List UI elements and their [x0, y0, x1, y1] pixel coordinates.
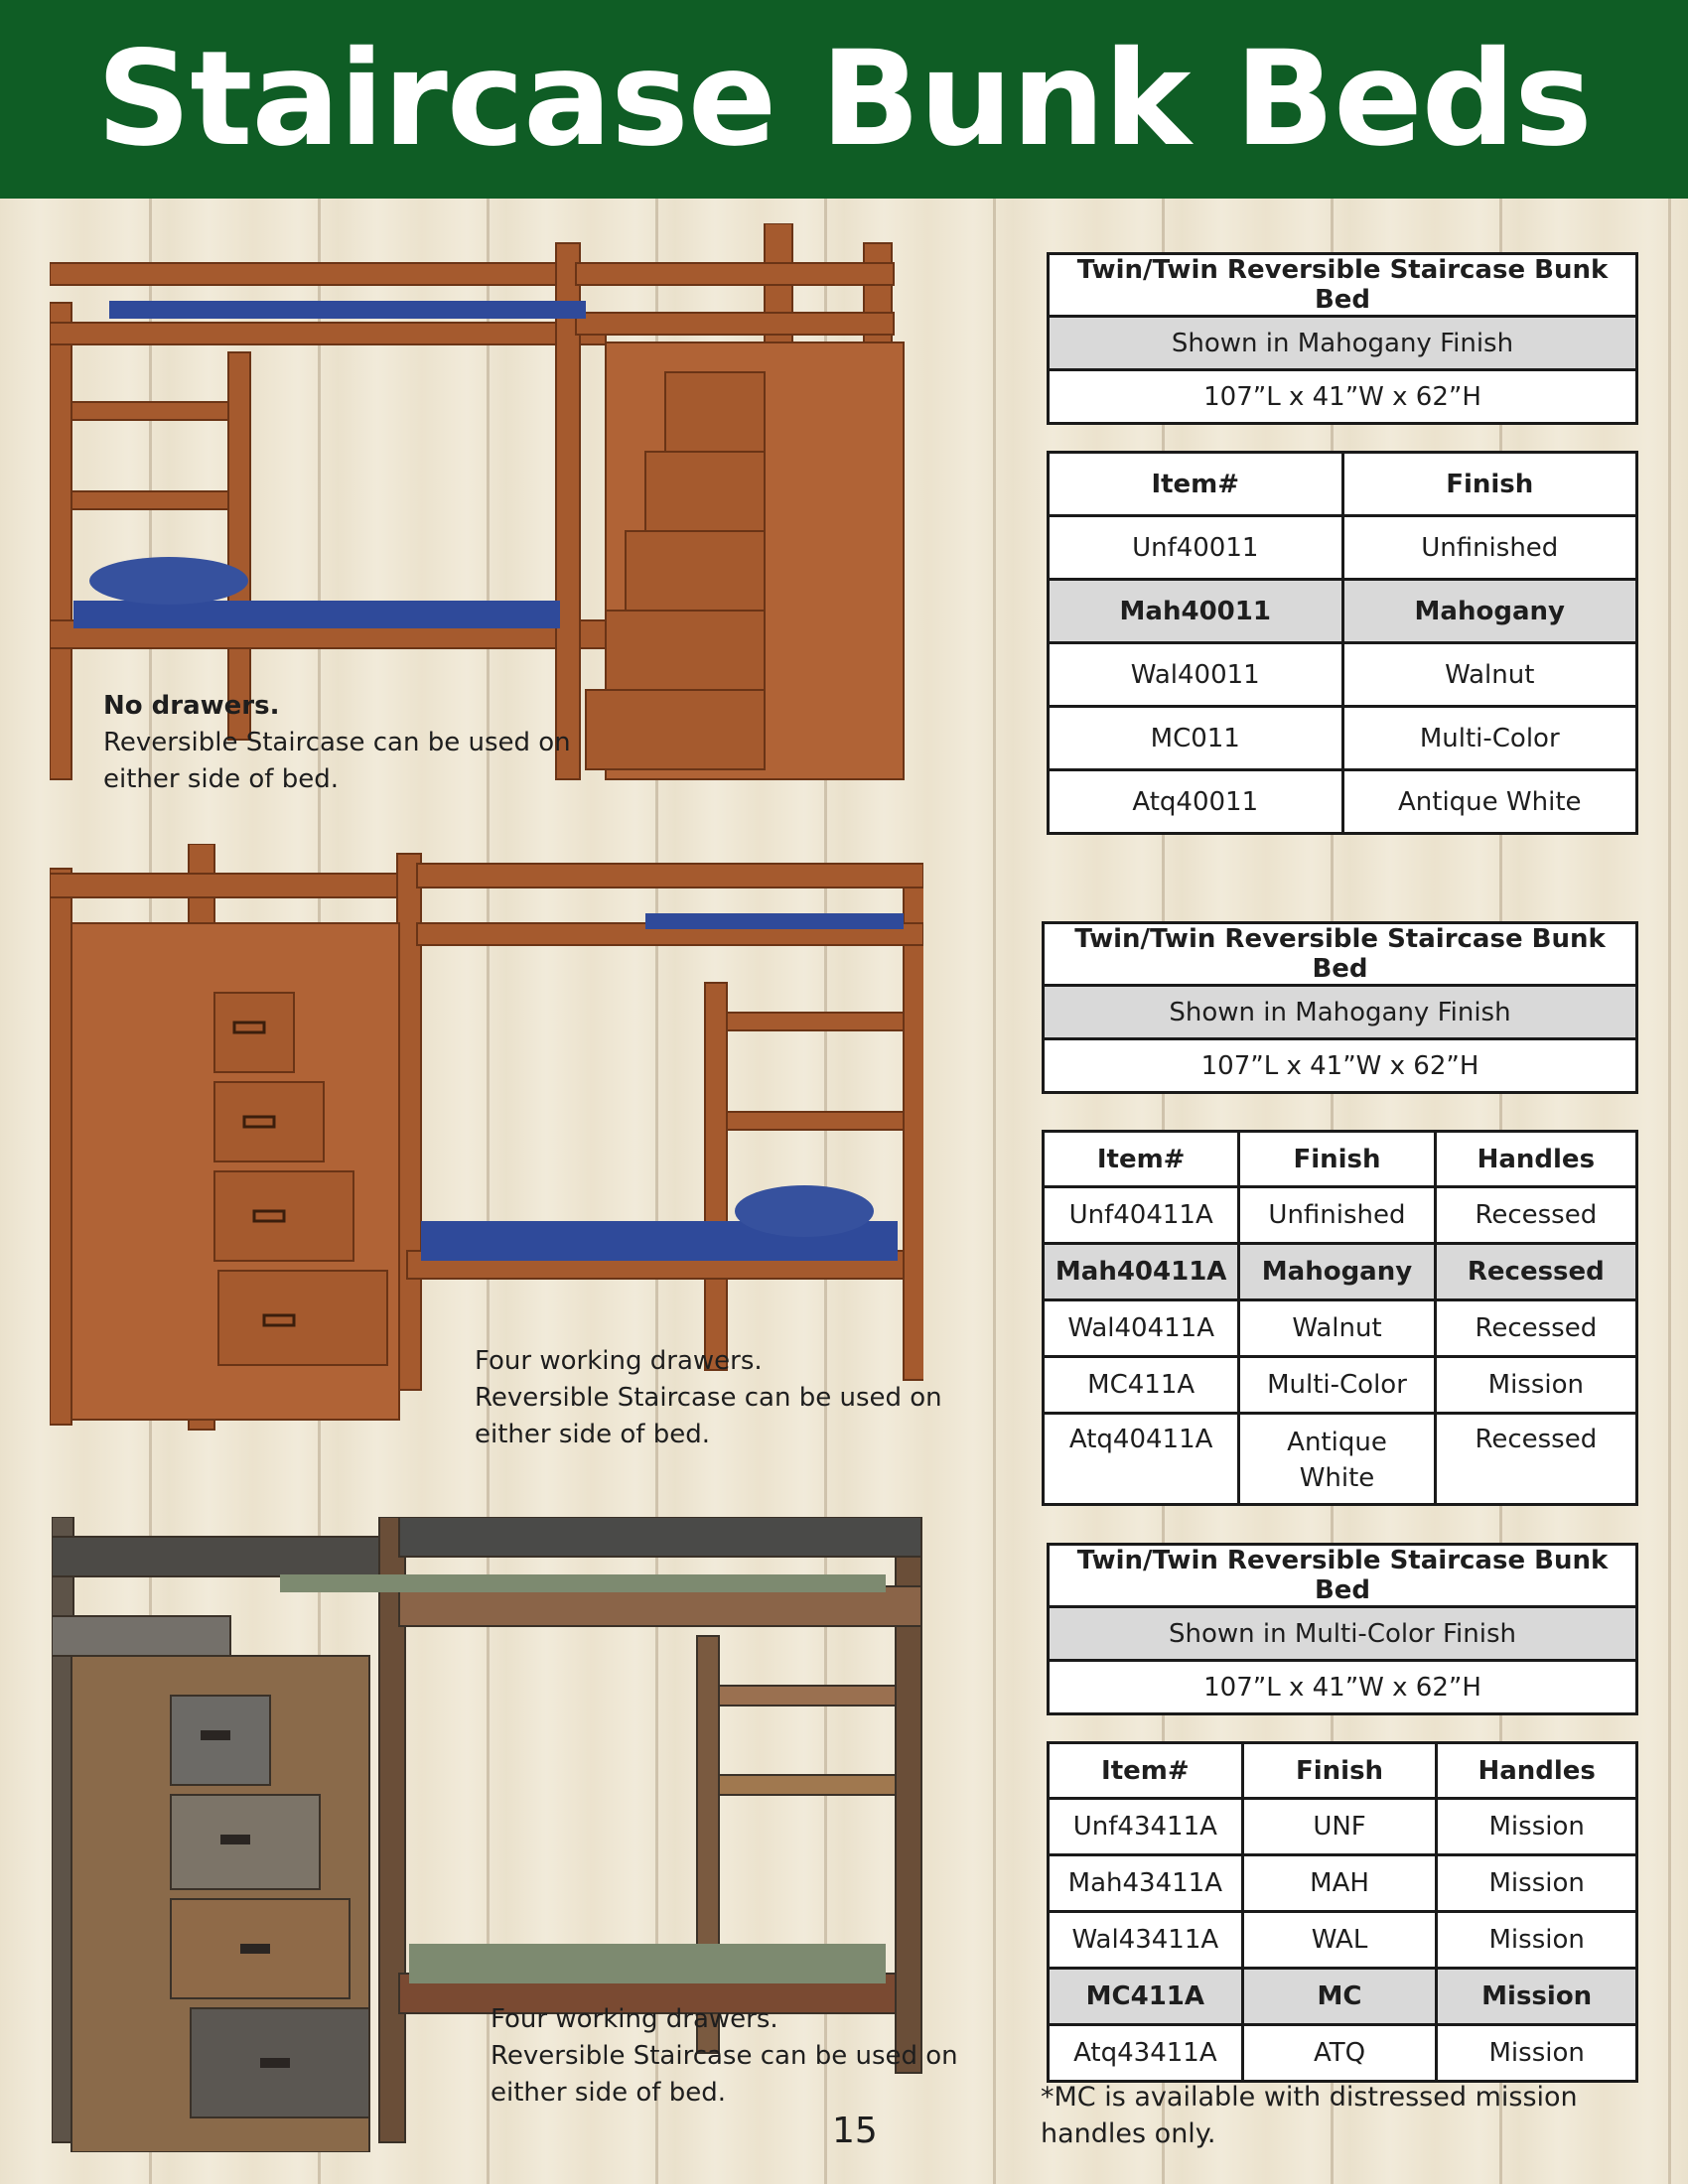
product-finish: Shown in Mahogany Finish: [1049, 317, 1637, 370]
item-number: Wal43411A: [1049, 1912, 1243, 1969]
table-row: [1049, 1855, 1637, 1912]
column-header: Handles: [1437, 1743, 1637, 1799]
caption-bold: No drawers.: [103, 691, 280, 721]
item-number: Wal40011: [1049, 643, 1343, 707]
page-title: Staircase Bunk Beds: [96, 23, 1592, 176]
item-finish: MAH: [1242, 1855, 1437, 1912]
column-header: Finish: [1242, 1743, 1437, 1799]
item-number: Atq40411A: [1044, 1414, 1239, 1505]
item-finish: Multi-Color: [1342, 707, 1637, 770]
table-row: [1044, 1414, 1637, 1505]
page-header: [0, 0, 1688, 199]
item-handles: Mission: [1437, 1855, 1637, 1912]
item-handles: Mission: [1435, 1357, 1636, 1414]
item-number: Unf40411A: [1044, 1187, 1239, 1244]
item-number: MC011: [1049, 707, 1343, 770]
product-caption-2: [475, 1343, 942, 1453]
item-finish: ATQ: [1242, 2025, 1437, 2082]
caption-line: either side of bed.: [491, 2078, 726, 2108]
column-header: Item#: [1044, 1132, 1239, 1187]
product-caption-1: [103, 688, 571, 798]
table-row: [1049, 1912, 1637, 1969]
item-finish: MC: [1242, 1969, 1437, 2025]
column-header: Item#: [1049, 453, 1343, 516]
product-name: Twin/Twin Reversible Staircase Bunk Bed: [1044, 923, 1637, 986]
caption-line: Reversible Staircase can be used on: [103, 728, 571, 757]
caption-line: Reversible Staircase can be used on: [475, 1383, 942, 1413]
item-handles: Recessed: [1435, 1300, 1636, 1357]
item-finish: Unfinished: [1342, 516, 1637, 580]
table-row: [1049, 516, 1637, 580]
product-info-table-1: [1047, 252, 1638, 425]
caption-line: either side of bed.: [475, 1420, 710, 1449]
product-dimensions: 107”L x 41”W x 62”H: [1049, 1661, 1637, 1714]
item-handles: Mission: [1437, 1799, 1637, 1855]
item-number: Unf43411A: [1049, 1799, 1243, 1855]
table-row: [1049, 580, 1637, 643]
table-row: [1049, 1969, 1637, 2025]
product-finish: Shown in Mahogany Finish: [1044, 986, 1637, 1039]
column-header: Handles: [1435, 1132, 1636, 1187]
item-finish: Antique White: [1342, 770, 1637, 834]
column-header: Item#: [1049, 1743, 1243, 1799]
item-handles: Recessed: [1435, 1187, 1636, 1244]
caption-line: Reversible Staircase can be used on: [491, 2041, 958, 2071]
item-handles: Recessed: [1435, 1244, 1636, 1300]
item-handles: Mission: [1437, 2025, 1637, 2082]
product-dimensions: 107”L x 41”W x 62”H: [1049, 370, 1637, 424]
product-finish: Shown in Multi-Color Finish: [1049, 1607, 1637, 1661]
item-finish: Unfinished: [1239, 1187, 1435, 1244]
item-table-2: [1042, 1130, 1638, 1506]
table-row: [1049, 707, 1637, 770]
product-name: Twin/Twin Reversible Staircase Bunk Bed: [1049, 1545, 1637, 1607]
product-dimensions: 107”L x 41”W x 62”H: [1044, 1039, 1637, 1093]
item-number: Unf40011: [1049, 516, 1343, 580]
product-info-table-2: [1042, 921, 1638, 1094]
item-finish: Mahogany: [1342, 580, 1637, 643]
product-name: Twin/Twin Reversible Staircase Bunk Bed: [1049, 254, 1637, 317]
caption-line: either side of bed.: [103, 764, 339, 794]
item-finish: Multi-Color: [1239, 1357, 1435, 1414]
table-row: [1049, 2025, 1637, 2082]
page-number: 15: [832, 2111, 878, 2151]
footnote: *MC is available with distressed mission handles only.: [1041, 2082, 1578, 2149]
item-number: Mah40411A: [1044, 1244, 1239, 1300]
caption-line: Four working drawers.: [475, 1346, 763, 1376]
item-finish: WAL: [1242, 1912, 1437, 1969]
item-finish: Antique White: [1239, 1414, 1435, 1505]
caption-line: Four working drawers.: [491, 2004, 778, 2034]
item-table-3: [1047, 1741, 1638, 2083]
item-number: Wal40411A: [1044, 1300, 1239, 1357]
product-info-table-3: [1047, 1543, 1638, 1715]
table-row: [1044, 1187, 1637, 1244]
table-row: [1044, 1244, 1637, 1300]
table-row: [1049, 643, 1637, 707]
item-number: MC411A: [1044, 1357, 1239, 1414]
table-row: [1044, 1300, 1637, 1357]
column-header: Finish: [1342, 453, 1637, 516]
column-header: Finish: [1239, 1132, 1435, 1187]
item-number: Mah40011: [1049, 580, 1343, 643]
item-finish: Mahogany: [1239, 1244, 1435, 1300]
table-row: [1049, 770, 1637, 834]
item-finish: Walnut: [1239, 1300, 1435, 1357]
item-handles: Mission: [1437, 1969, 1637, 2025]
item-finish: UNF: [1242, 1799, 1437, 1855]
item-handles: Mission: [1437, 1912, 1637, 1969]
item-number: MC411A: [1049, 1969, 1243, 2025]
table-row: [1049, 1799, 1637, 1855]
item-number: Atq40011: [1049, 770, 1343, 834]
item-handles: Recessed: [1435, 1414, 1636, 1505]
item-number: Mah43411A: [1049, 1855, 1243, 1912]
item-finish: Walnut: [1342, 643, 1637, 707]
item-table-1: [1047, 451, 1638, 835]
table-row: [1044, 1357, 1637, 1414]
product-caption-3: [491, 2001, 958, 2112]
item-number: Atq43411A: [1049, 2025, 1243, 2082]
